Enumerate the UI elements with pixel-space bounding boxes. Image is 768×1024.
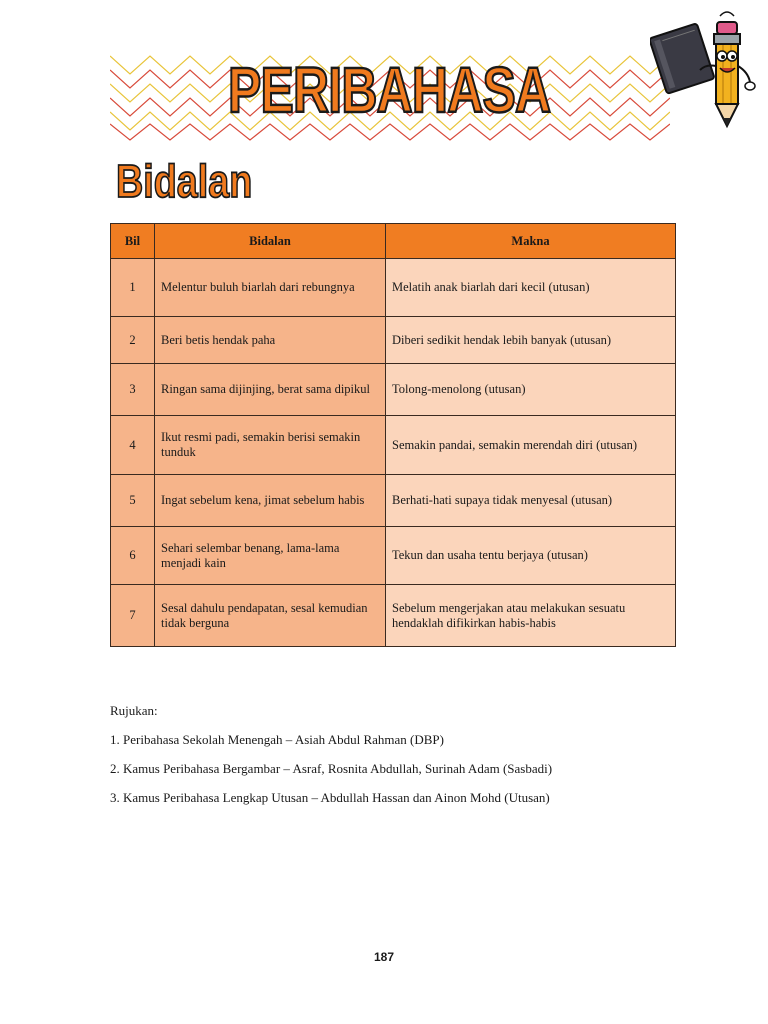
references-heading: Rujukan: <box>110 703 158 718</box>
cell-bidalan: Ikut resmi padi, semakin berisi semakin tunduk <box>155 416 386 475</box>
column-header-makna: Makna <box>386 224 676 259</box>
table-row <box>111 317 676 364</box>
table-row <box>111 527 676 585</box>
page-number: 187 <box>373 950 395 964</box>
cell-bil: 4 <box>111 416 155 475</box>
proverb-table <box>110 223 676 647</box>
reference-item: 3. Kamus Peribahasa Lengkap Utusan – Abdullah Hassan dan Ainon Mohd (Utusan) <box>110 790 550 805</box>
reference-item: 2. Kamus Peribahasa Bergambar – Asraf, Rosnita Abdullah, Surinah Adam (Sasbadi) <box>110 761 553 776</box>
book-and-pencil-mascot-icon <box>650 6 762 130</box>
cell-makna: Diberi sedikit hendak lebih banyak (utusan) <box>386 317 676 364</box>
cell-bidalan: Sehari selembar benang, lama-lama menjadi kain <box>155 527 386 585</box>
cell-makna: Berhati-hati supaya tidak menyesal (utusan) <box>386 475 676 527</box>
cell-bil: 5 <box>111 475 155 527</box>
cell-bidalan: Sesal dahulu pendapatan, sesal kemudian tidak berguna <box>155 585 386 647</box>
column-header-bidalan: Bidalan <box>155 224 386 259</box>
cell-makna: Sebelum mengerjakan atau melakukan sesuatu hendaklah difikirkan habis-habis <box>386 585 676 647</box>
cell-bidalan: Beri betis hendak paha <box>155 317 386 364</box>
reference-item: 1. Peribahasa Sekolah Menengah – Asiah Abdul Rahman (DBP) <box>110 732 444 747</box>
table-row <box>111 585 676 647</box>
table-row <box>111 364 676 416</box>
cell-bidalan: Ringan sama dijinjing, berat sama dipikul <box>155 364 386 416</box>
column-header-bil: Bil <box>111 224 155 259</box>
title-banner <box>110 48 670 144</box>
cell-makna: Semakin pandai, semakin merendah diri (utusan) <box>386 416 676 475</box>
cell-makna: Tolong-menolong (utusan) <box>386 364 676 416</box>
table-row <box>111 416 676 475</box>
cell-bidalan: Melentur buluh biarlah dari rebungnya <box>155 259 386 317</box>
references <box>110 703 552 819</box>
cell-bidalan: Ingat sebelum kena, jimat sebelum habis <box>155 475 386 527</box>
cell-bil: 6 <box>111 527 155 585</box>
cell-bil: 2 <box>111 317 155 364</box>
cell-bil: 1 <box>111 259 155 317</box>
cell-makna: Tekun dan usaha tentu berjaya (utusan) <box>386 527 676 585</box>
table-row <box>111 475 676 527</box>
cell-makna: Melatih anak biarlah dari kecil (utusan) <box>386 259 676 317</box>
table-row <box>111 259 676 317</box>
section-heading: Bidalan <box>116 155 253 207</box>
cell-bil: 7 <box>111 585 155 647</box>
cell-bil: 3 <box>111 364 155 416</box>
page-title: PERIBAHASA <box>228 54 551 126</box>
table-header-row <box>111 224 676 259</box>
